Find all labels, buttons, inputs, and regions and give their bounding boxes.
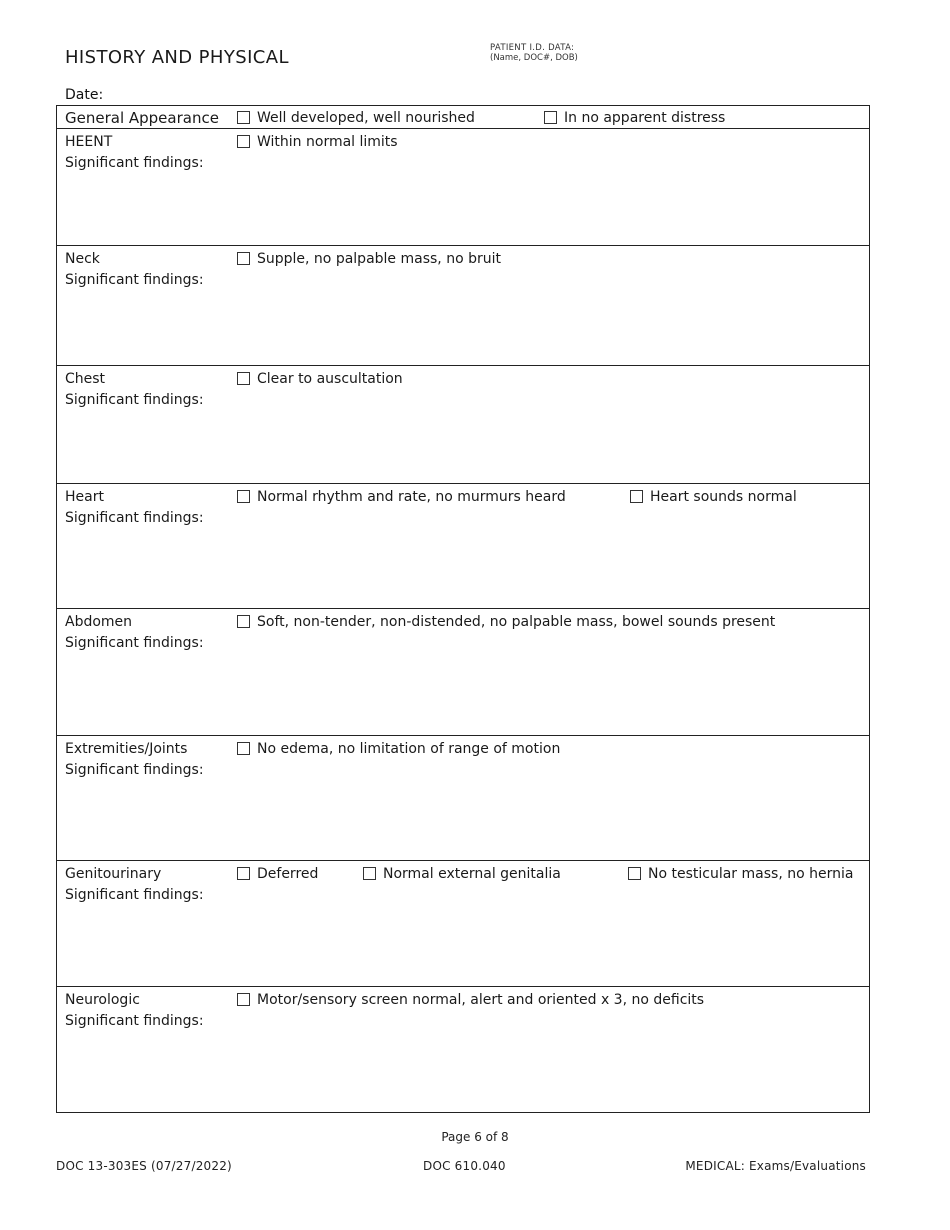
patient-id-label: PATIENT I.D. DATA:	[490, 43, 575, 53]
section-heart	[57, 484, 869, 609]
findings-label: Significant findings:	[65, 887, 204, 903]
section-label	[65, 249, 204, 291]
checkbox[interactable]	[237, 993, 250, 1006]
checkbox[interactable]	[237, 490, 250, 503]
option-soft-non-tender[interactable]	[237, 613, 775, 631]
checkbox[interactable]	[237, 615, 250, 628]
option-normal-external-genitalia[interactable]	[363, 865, 561, 883]
option-label: Soft, non-tender, non-distended, no palpable mass, bowel sounds present	[257, 614, 776, 630]
findings-label: Significant findings:	[65, 155, 204, 171]
option-label: Normal external genitalia	[383, 866, 561, 882]
section-heent	[57, 129, 869, 246]
patient-id-hint: (Name, DOC#, DOB)	[490, 53, 578, 63]
general-appearance-row	[57, 106, 869, 129]
section-label	[65, 487, 204, 529]
checkbox[interactable]	[363, 867, 376, 880]
option-label: Within normal limits	[257, 134, 398, 150]
option-label: Motor/sensory screen normal, alert and oriented x 3, no deficits	[257, 992, 705, 1008]
checkbox[interactable]	[237, 111, 250, 124]
checkbox[interactable]	[544, 111, 557, 124]
findings-label: Significant findings:	[65, 635, 204, 651]
form-number: DOC 13-303ES (07/27/2022)	[56, 1159, 232, 1173]
option-motor-sensory-normal[interactable]	[237, 991, 704, 1009]
checkbox[interactable]	[237, 867, 250, 880]
findings-label: Significant findings:	[65, 762, 204, 778]
option-within-normal-limits[interactable]	[237, 133, 398, 151]
section-label	[65, 369, 204, 411]
form-category: MEDICAL: Exams/Evaluations	[685, 1159, 866, 1173]
option-supple[interactable]	[237, 250, 501, 268]
checkbox[interactable]	[237, 372, 250, 385]
findings-label: Significant findings:	[65, 1013, 204, 1029]
section-label	[65, 990, 204, 1032]
date-label: Date:	[65, 87, 104, 103]
option-well-developed[interactable]	[237, 109, 475, 127]
option-label: Supple, no palpable mass, no bruit	[257, 251, 501, 267]
findings-label: Significant findings:	[65, 272, 204, 288]
section-name: Neurologic	[65, 992, 140, 1008]
option-label: In no apparent distress	[564, 110, 726, 126]
section-name: Abdomen	[65, 614, 133, 630]
page-number: Page 6 of 8	[441, 1130, 509, 1144]
option-label: Clear to auscultation	[257, 371, 403, 387]
form-title: HISTORY AND PHYSICAL	[65, 47, 289, 68]
patient-id-block	[490, 43, 578, 63]
checkbox[interactable]	[237, 252, 250, 265]
checkbox[interactable]	[630, 490, 643, 503]
option-no-testicular-mass[interactable]	[628, 865, 853, 883]
findings-label: Significant findings:	[65, 392, 204, 408]
option-label: Well developed, well nourished	[257, 110, 475, 126]
checkbox[interactable]	[237, 742, 250, 755]
checkbox[interactable]	[628, 867, 641, 880]
section-label	[65, 612, 204, 654]
option-normal-rhythm[interactable]	[237, 488, 566, 506]
section-name: HEENT	[65, 134, 113, 150]
option-no-distress[interactable]	[544, 109, 725, 127]
section-name: Chest	[65, 371, 106, 387]
section-name: Heart	[65, 489, 104, 505]
section-name: Neck	[65, 251, 100, 267]
section-abdomen	[57, 609, 869, 736]
option-deferred[interactable]	[237, 865, 318, 883]
option-heart-sounds-normal[interactable]	[630, 488, 797, 506]
section-chest	[57, 366, 869, 484]
option-label: No edema, no limitation of range of motion	[257, 741, 561, 757]
exam-form	[56, 105, 870, 1113]
checkbox[interactable]	[237, 135, 250, 148]
section-name: Extremities/Joints	[65, 741, 188, 757]
findings-label: Significant findings:	[65, 510, 204, 526]
section-label	[65, 739, 204, 781]
section-genitourinary	[57, 861, 869, 987]
option-label: Heart sounds normal	[650, 489, 797, 505]
option-clear-to-auscultation[interactable]	[237, 370, 403, 388]
option-no-edema[interactable]	[237, 740, 560, 758]
option-label: Normal rhythm and rate, no murmurs heard	[257, 489, 566, 505]
general-appearance-label: General Appearance	[65, 109, 219, 127]
section-name: Genitourinary	[65, 866, 162, 882]
section-extremities	[57, 736, 869, 861]
option-label: Deferred	[257, 866, 319, 882]
section-label	[65, 864, 204, 906]
section-neurologic	[57, 987, 869, 1112]
section-neck	[57, 246, 869, 366]
section-label	[65, 132, 204, 174]
option-label: No testicular mass, no hernia	[648, 866, 854, 882]
policy-number: DOC 610.040	[423, 1159, 506, 1173]
